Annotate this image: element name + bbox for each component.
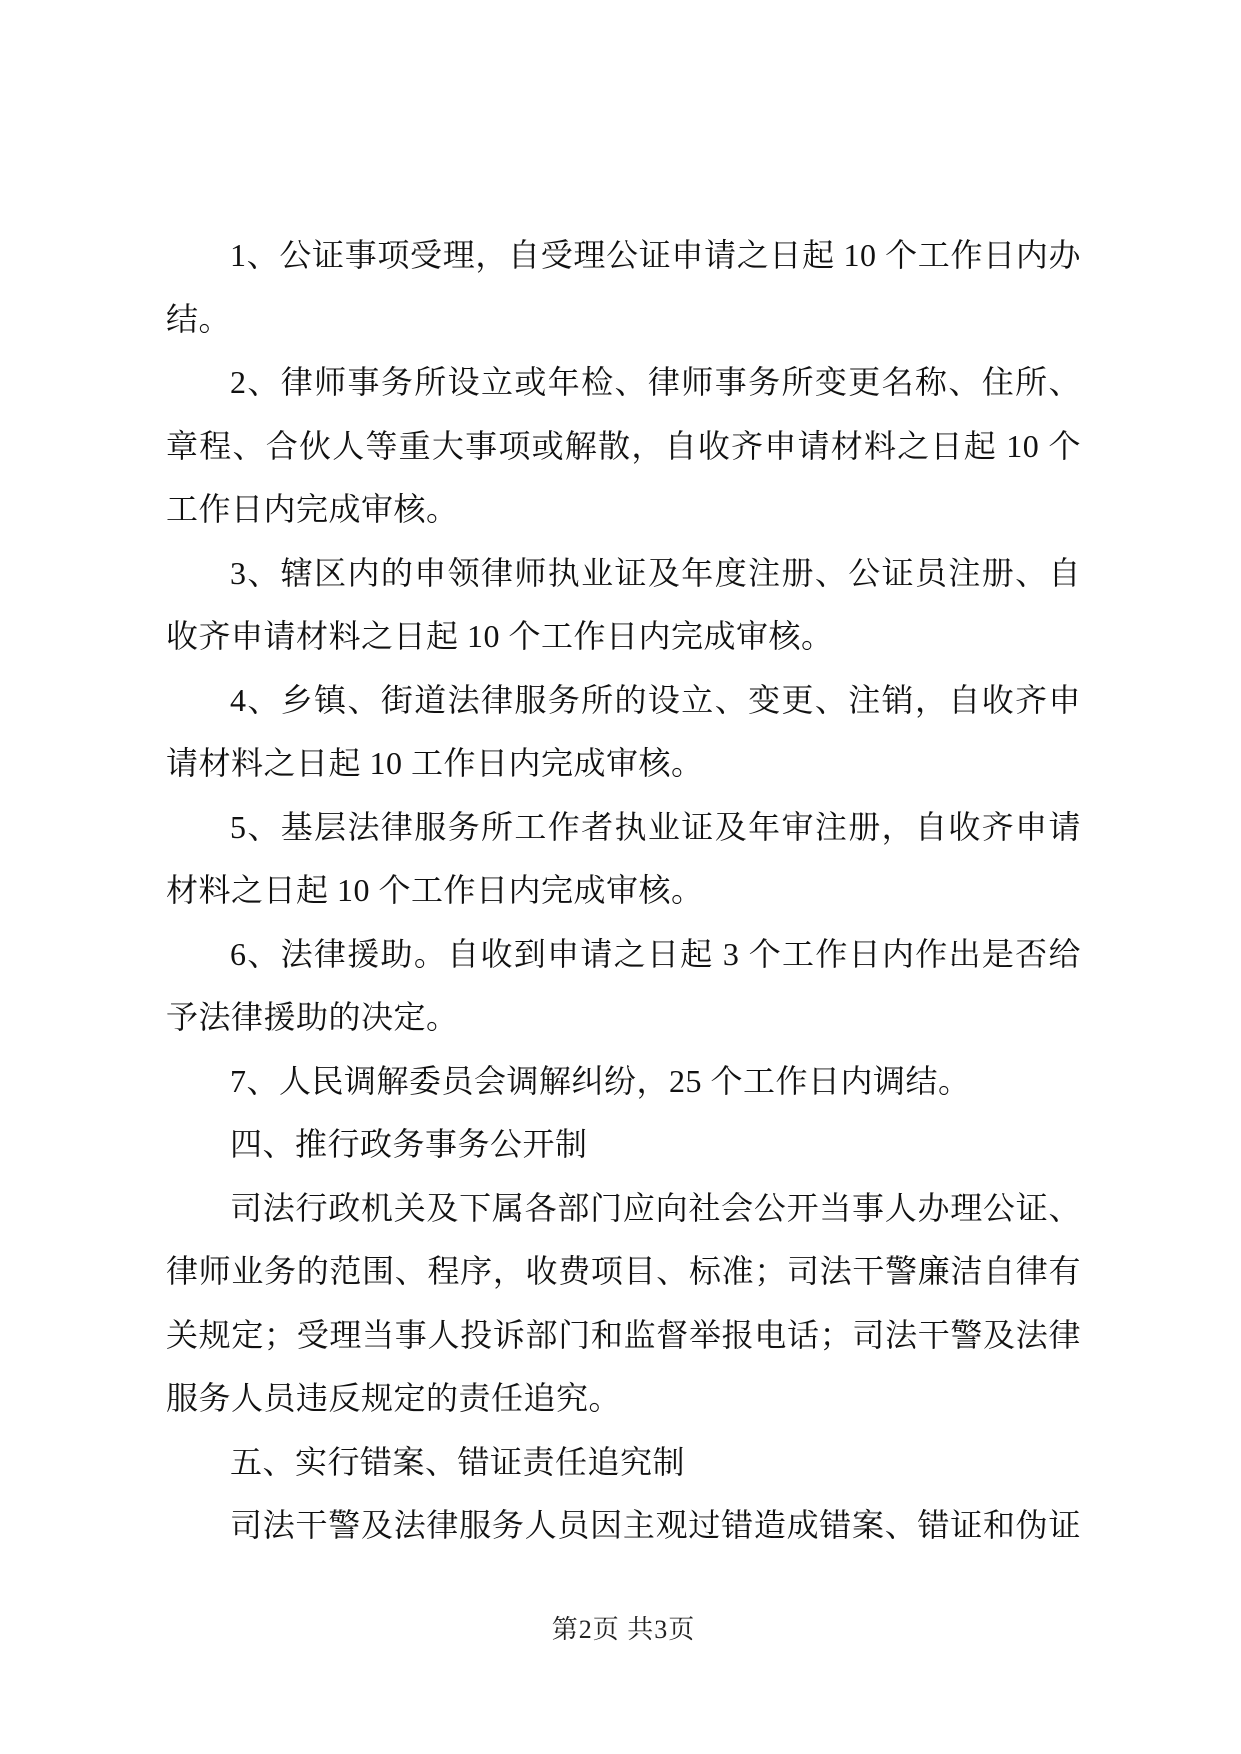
document-line-9: 请材料之日起 10 工作日内完成审核。 xyxy=(166,745,704,781)
document-line-6: 3、辖区内的申领律师执业证及年度注册、公证员注册、自 xyxy=(230,554,1081,591)
document-line-4: 章程、合伙人等重大事项或解散，自收齐申请材料之日起 10 个 xyxy=(166,427,1081,464)
document-line-12: 6、法律援助。自收到申请之日起 3 个工作日内作出是否给 xyxy=(230,935,1081,972)
document-body xyxy=(166,224,1081,1558)
document-line-21: 司法干警及法律服务人员因主观过错造成错案、错证和伪证 xyxy=(230,1507,1081,1543)
document-line-17: 律师业务的范围、程序，收费项目、标准；司法干警廉洁自律有 xyxy=(166,1253,1081,1289)
section-heading-4: 四、推行政务事务公开制 xyxy=(230,1126,588,1162)
document-line-1: 1、公证事项受理，自受理公证申请之日起 10 个工作日内办 xyxy=(230,237,1081,273)
page-number: 第2页 共3页 xyxy=(551,1615,696,1644)
document-line-2: 结。 xyxy=(166,300,232,337)
document-line-13: 予法律援助的决定。 xyxy=(166,999,459,1035)
document-line-3: 2、律师事务所设立或年检、律师事务所变更名称、住所、 xyxy=(230,364,1081,400)
document-line-16: 司法行政机关及下属各部门应向社会公开当事人办理公证、 xyxy=(230,1189,1081,1226)
document-line-8: 4、乡镇、街道法律服务所的设立、变更、注销，自收齐申 xyxy=(230,681,1081,718)
section-heading-5: 五、实行错案、错证责任追究制 xyxy=(230,1443,686,1480)
document-line-11: 材料之日起 10 个工作日内完成审核。 xyxy=(166,872,704,908)
document-line-19: 服务人员违反规定的责任追究。 xyxy=(166,1380,622,1416)
document-line-14: 7、人民调解委员会调解纠纷，25 个工作日内调结。 xyxy=(230,1062,971,1099)
document-line-10: 5、基层法律服务所工作者执业证及年审注册，自收齐申请 xyxy=(230,808,1081,845)
document-line-5: 工作日内完成审核。 xyxy=(166,491,459,527)
document-line-7: 收齐申请材料之日起 10 个工作日内完成审核。 xyxy=(166,618,834,654)
document-line-18: 关规定；受理当事人投诉部门和监督举报电话；司法干警及法律 xyxy=(166,1316,1081,1353)
